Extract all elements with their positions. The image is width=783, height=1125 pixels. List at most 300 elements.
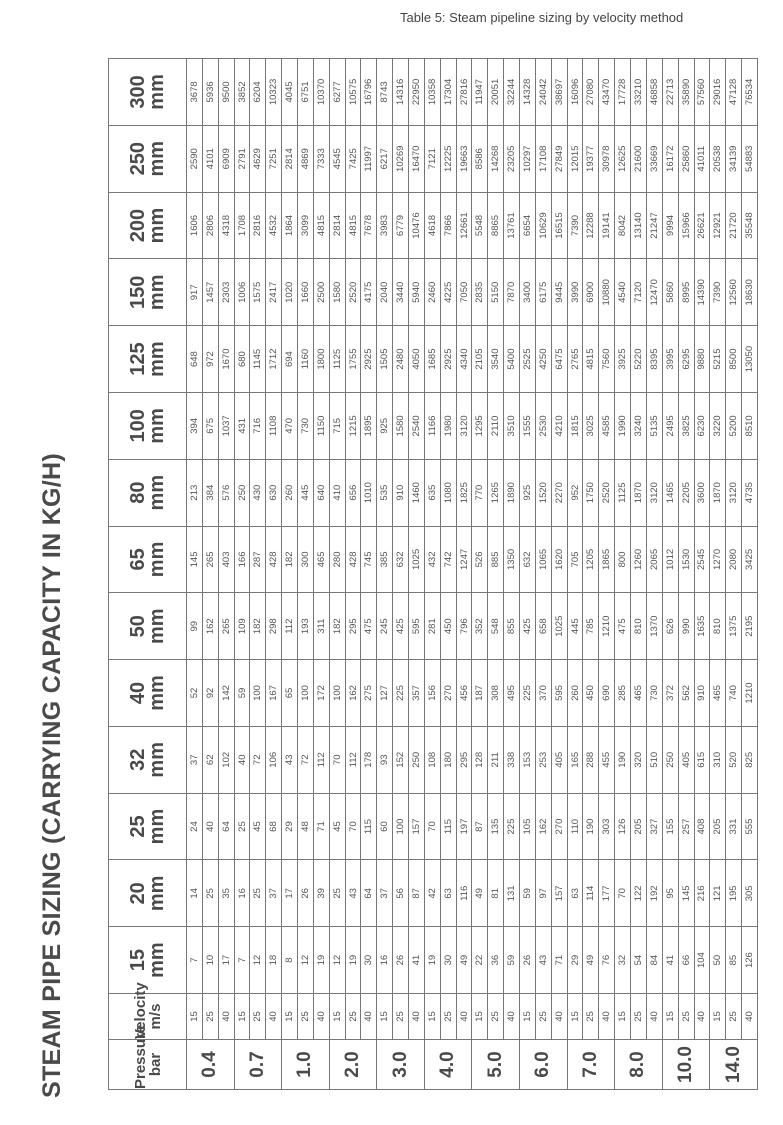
capacity-cell: 2791 — [234, 125, 250, 192]
table-row — [329, 59, 345, 1090]
table-row — [726, 59, 742, 1090]
capacity-cell: 2925 — [361, 326, 377, 393]
velocity-cell: 25 — [488, 994, 504, 1040]
capacity-cell: 49 — [472, 860, 488, 927]
capacity-cell: 595 — [409, 593, 425, 660]
capacity-cell: 59 — [520, 860, 536, 927]
capacity-cell: 385 — [377, 526, 393, 593]
capacity-cell: 195 — [726, 860, 742, 927]
capacity-cell: 990 — [678, 593, 694, 660]
velocity-cell: 40 — [599, 994, 615, 1040]
capacity-cell: 40 — [234, 726, 250, 793]
capacity-cell: 3678 — [187, 59, 203, 126]
table-row — [409, 59, 425, 1090]
capacity-cell: 1870 — [631, 459, 647, 526]
capacity-cell: 16172 — [662, 125, 678, 192]
header-size-unit: mm — [145, 207, 168, 244]
header-size-value: 250 — [126, 142, 149, 176]
capacity-cell: 910 — [694, 660, 710, 727]
header-size-unit: mm — [145, 474, 168, 511]
capacity-cell: 470 — [282, 392, 298, 459]
capacity-cell: 535 — [377, 459, 393, 526]
capacity-cell: 1125 — [615, 459, 631, 526]
table-row — [520, 59, 536, 1090]
capacity-cell: 3240 — [631, 392, 647, 459]
capacity-cell: 303 — [599, 793, 615, 860]
capacity-cell: 162 — [202, 593, 218, 660]
capacity-cell: 62 — [202, 726, 218, 793]
capacity-cell: 145 — [187, 526, 203, 593]
capacity-cell: 19663 — [456, 125, 472, 192]
header-size-125mm — [109, 326, 187, 393]
capacity-cell: 22713 — [662, 59, 678, 126]
capacity-cell: 260 — [567, 660, 583, 727]
capacity-cell: 102 — [218, 726, 234, 793]
capacity-cell: 3995 — [662, 326, 678, 393]
capacity-cell: 1864 — [282, 192, 298, 259]
capacity-cell: 116 — [456, 860, 472, 927]
velocity-cell: 15 — [567, 994, 583, 1040]
capacity-cell: 10 — [202, 927, 218, 994]
pressure-cell: 7.0 — [567, 1040, 615, 1090]
table-row — [646, 59, 662, 1090]
capacity-cell: 1037 — [218, 392, 234, 459]
velocity-cell: 25 — [250, 994, 266, 1040]
table-row — [187, 59, 203, 1090]
capacity-cell: 405 — [551, 726, 567, 793]
table-body — [187, 59, 758, 1090]
capacity-cell: 6475 — [551, 326, 567, 393]
capacity-cell: 166 — [234, 526, 250, 593]
velocity-cell: 40 — [313, 994, 329, 1040]
velocity-cell: 25 — [726, 994, 742, 1040]
capacity-cell: 37 — [377, 860, 393, 927]
capacity-cell: 16470 — [409, 125, 425, 192]
capacity-cell: 17 — [218, 927, 234, 994]
capacity-cell: 288 — [583, 726, 599, 793]
capacity-cell: 7121 — [424, 125, 440, 192]
table-row — [313, 59, 329, 1090]
capacity-cell: 8743 — [377, 59, 393, 126]
capacity-cell: 10323 — [266, 59, 282, 126]
capacity-cell: 12225 — [440, 125, 456, 192]
capacity-cell: 197 — [456, 793, 472, 860]
capacity-cell: 855 — [504, 593, 520, 660]
table-row — [456, 59, 472, 1090]
capacity-cell: 1460 — [409, 459, 425, 526]
header-pressure-label: Pressure — [131, 1024, 149, 1089]
capacity-cell: 810 — [710, 593, 726, 660]
table-row — [583, 59, 599, 1090]
capacity-cell: 1708 — [234, 192, 250, 259]
capacity-cell: 1020 — [282, 259, 298, 326]
capacity-cell: 13140 — [631, 192, 647, 259]
capacity-cell: 2925 — [440, 326, 456, 393]
capacity-cell: 95 — [662, 860, 678, 927]
pressure-cell: 2.0 — [329, 1040, 377, 1090]
capacity-cell: 63 — [440, 860, 456, 927]
capacity-cell: 39 — [313, 860, 329, 927]
capacity-cell: 43 — [282, 726, 298, 793]
header-size-unit: mm — [145, 875, 168, 912]
capacity-cell: 30 — [440, 927, 456, 994]
capacity-cell: 730 — [646, 660, 662, 727]
capacity-cell: 27849 — [551, 125, 567, 192]
capacity-cell: 405 — [678, 726, 694, 793]
capacity-cell: 1660 — [298, 259, 314, 326]
capacity-cell: 21247 — [646, 192, 662, 259]
capacity-cell: 10629 — [535, 192, 551, 259]
capacity-cell: 70 — [615, 860, 631, 927]
capacity-cell: 298 — [266, 593, 282, 660]
capacity-cell: 3120 — [726, 459, 742, 526]
velocity-cell: 40 — [409, 994, 425, 1040]
capacity-cell: 1520 — [535, 459, 551, 526]
capacity-cell: 1505 — [377, 326, 393, 393]
capacity-cell: 17108 — [535, 125, 551, 192]
capacity-cell: 6295 — [678, 326, 694, 393]
capacity-cell: 87 — [409, 860, 425, 927]
capacity-cell: 2816 — [250, 192, 266, 259]
capacity-cell: 2417 — [266, 259, 282, 326]
capacity-cell: 7425 — [345, 125, 361, 192]
capacity-cell: 6217 — [377, 125, 393, 192]
header-size-unit: mm — [145, 341, 168, 377]
capacity-cell: 1350 — [504, 526, 520, 593]
capacity-cell: 1166 — [424, 392, 440, 459]
velocity-cell: 25 — [535, 994, 551, 1040]
capacity-cell: 1895 — [361, 392, 377, 459]
capacity-cell: 331 — [726, 793, 742, 860]
capacity-cell: 1865 — [599, 526, 615, 593]
capacity-cell: 112 — [313, 726, 329, 793]
header-size-100mm — [109, 392, 187, 459]
capacity-cell: 1210 — [599, 593, 615, 660]
capacity-cell: 8395 — [646, 326, 662, 393]
capacity-cell: 9994 — [662, 192, 678, 259]
capacity-cell: 2814 — [282, 125, 298, 192]
capacity-cell: 4050 — [409, 326, 425, 393]
capacity-cell: 6654 — [520, 192, 536, 259]
capacity-cell: 34139 — [726, 125, 742, 192]
capacity-cell: 3425 — [742, 526, 758, 593]
capacity-cell: 705 — [567, 526, 583, 593]
capacity-cell: 2105 — [472, 326, 488, 393]
capacity-cell: 1580 — [329, 259, 345, 326]
capacity-cell: 142 — [218, 660, 234, 727]
capacity-cell: 19 — [424, 927, 440, 994]
capacity-cell: 1215 — [345, 392, 361, 459]
capacity-cell: 526 — [472, 526, 488, 593]
header-size-32mm — [109, 726, 187, 793]
capacity-cell: 4250 — [535, 326, 551, 393]
capacity-cell: 576 — [218, 459, 234, 526]
table-row — [361, 59, 377, 1090]
capacity-cell: 35 — [218, 860, 234, 927]
header-size-value: 40 — [126, 681, 149, 705]
header-size-value: 150 — [126, 275, 149, 309]
capacity-cell: 3120 — [456, 392, 472, 459]
capacity-cell: 26 — [393, 927, 409, 994]
capacity-cell: 270 — [551, 793, 567, 860]
capacity-cell: 1670 — [218, 326, 234, 393]
capacity-cell: 24 — [187, 793, 203, 860]
capacity-cell: 109 — [234, 593, 250, 660]
capacity-cell: 295 — [456, 726, 472, 793]
capacity-cell: 4545 — [329, 125, 345, 192]
pressure-cell: 10.0 — [662, 1040, 710, 1090]
velocity-cell: 25 — [202, 994, 218, 1040]
velocity-cell: 15 — [710, 994, 726, 1040]
capacity-cell: 19 — [313, 927, 329, 994]
table-row — [710, 59, 726, 1090]
capacity-cell: 6779 — [393, 192, 409, 259]
capacity-cell: 93 — [377, 726, 393, 793]
capacity-cell: 70 — [424, 793, 440, 860]
capacity-cell: 410 — [329, 459, 345, 526]
header-size-200mm — [109, 192, 187, 259]
capacity-cell: 162 — [345, 660, 361, 727]
capacity-cell: 300 — [298, 526, 314, 593]
pressure-cell: 1.0 — [282, 1040, 330, 1090]
capacity-cell: 30978 — [599, 125, 615, 192]
capacity-cell: 72 — [298, 726, 314, 793]
capacity-cell: 1620 — [551, 526, 567, 593]
capacity-cell: 29 — [567, 927, 583, 994]
capacity-cell: 4532 — [266, 192, 282, 259]
capacity-cell: 162 — [535, 793, 551, 860]
capacity-cell: 1606 — [187, 192, 203, 259]
capacity-cell: 135 — [488, 793, 504, 860]
capacity-cell: 121 — [710, 860, 726, 927]
capacity-cell: 70 — [329, 726, 345, 793]
table-row — [567, 59, 583, 1090]
header-size-value: 80 — [126, 481, 149, 504]
capacity-cell: 1012 — [662, 526, 678, 593]
capacity-cell: 45 — [250, 793, 266, 860]
capacity-cell: 785 — [583, 593, 599, 660]
capacity-cell: 115 — [440, 793, 456, 860]
capacity-cell: 972 — [202, 326, 218, 393]
pressure-cell: 0.7 — [234, 1040, 282, 1090]
capacity-cell: 3925 — [615, 326, 631, 393]
header-size-20mm — [109, 860, 187, 927]
capacity-cell: 1685 — [424, 326, 440, 393]
table-row — [615, 59, 631, 1090]
capacity-cell: 126 — [615, 793, 631, 860]
capacity-cell: 43 — [345, 860, 361, 927]
steam-pipe-table-container — [108, 58, 758, 1090]
capacity-cell: 7390 — [567, 192, 583, 259]
capacity-cell: 1025 — [409, 526, 425, 593]
velocity-cell: 25 — [678, 994, 694, 1040]
capacity-cell: 680 — [234, 326, 250, 393]
header-size-80mm — [109, 459, 187, 526]
capacity-cell: 4629 — [250, 125, 266, 192]
capacity-cell: 7560 — [599, 326, 615, 393]
table-row — [662, 59, 678, 1090]
capacity-cell: 47128 — [726, 59, 742, 126]
capacity-cell: 3852 — [234, 59, 250, 126]
header-size-65mm — [109, 526, 187, 593]
capacity-cell: 742 — [440, 526, 456, 593]
velocity-cell: 25 — [393, 994, 409, 1040]
velocity-cell: 40 — [218, 994, 234, 1040]
capacity-cell: 2480 — [393, 326, 409, 393]
capacity-cell: 37 — [187, 726, 203, 793]
capacity-cell: 1080 — [440, 459, 456, 526]
capacity-cell: 1247 — [456, 526, 472, 593]
capacity-cell: 7678 — [361, 192, 377, 259]
capacity-cell: 3400 — [520, 259, 536, 326]
capacity-cell: 7390 — [710, 259, 726, 326]
table-row — [678, 59, 694, 1090]
header-size-value: 300 — [126, 75, 149, 109]
capacity-cell: 1270 — [710, 526, 726, 593]
capacity-cell: 408 — [694, 793, 710, 860]
capacity-cell: 26 — [520, 927, 536, 994]
capacity-cell: 10880 — [599, 259, 615, 326]
capacity-cell: 257 — [678, 793, 694, 860]
capacity-cell: 68 — [266, 793, 282, 860]
capacity-cell: 2495 — [662, 392, 678, 459]
capacity-cell: 84 — [646, 927, 662, 994]
capacity-cell: 287 — [250, 526, 266, 593]
capacity-cell: 178 — [361, 726, 377, 793]
capacity-cell: 4815 — [345, 192, 361, 259]
table-row — [345, 59, 361, 1090]
capacity-cell: 1555 — [520, 392, 536, 459]
header-size-250mm — [109, 125, 187, 192]
capacity-cell: 2065 — [646, 526, 662, 593]
capacity-cell: 14390 — [694, 259, 710, 326]
capacity-cell: 41 — [409, 927, 425, 994]
capacity-cell: 112 — [282, 593, 298, 660]
capacity-cell: 745 — [361, 526, 377, 593]
capacity-cell: 1265 — [488, 459, 504, 526]
capacity-cell: 71 — [313, 793, 329, 860]
capacity-cell: 658 — [535, 593, 551, 660]
capacity-cell: 2110 — [488, 392, 504, 459]
capacity-cell: 495 — [504, 660, 520, 727]
capacity-cell: 19 — [345, 927, 361, 994]
velocity-cell: 40 — [694, 994, 710, 1040]
capacity-cell: 110 — [567, 793, 583, 860]
capacity-cell: 66 — [678, 927, 694, 994]
capacity-cell: 59 — [504, 927, 520, 994]
capacity-cell: 5940 — [409, 259, 425, 326]
capacity-cell: 12 — [298, 927, 314, 994]
capacity-cell: 156 — [424, 660, 440, 727]
capacity-cell: 108 — [424, 726, 440, 793]
table-row — [504, 59, 520, 1090]
capacity-cell: 430 — [250, 459, 266, 526]
capacity-cell: 2806 — [202, 192, 218, 259]
capacity-cell: 2590 — [187, 125, 203, 192]
capacity-cell: 1990 — [615, 392, 631, 459]
capacity-cell: 9880 — [694, 326, 710, 393]
capacity-cell: 190 — [615, 726, 631, 793]
capacity-cell: 16096 — [567, 59, 583, 126]
header-size-unit: mm — [145, 74, 168, 110]
capacity-cell: 3983 — [377, 192, 393, 259]
capacity-cell: 27080 — [583, 59, 599, 126]
capacity-cell: 2814 — [329, 192, 345, 259]
capacity-cell: 281 — [424, 593, 440, 660]
header-velocity — [109, 982, 187, 1040]
capacity-cell: 20051 — [488, 59, 504, 126]
pressure-cell: 14.0 — [710, 1040, 758, 1090]
capacity-cell: 177 — [599, 860, 615, 927]
velocity-cell: 40 — [742, 994, 758, 1040]
table-row — [488, 59, 504, 1090]
capacity-cell: 16 — [377, 927, 393, 994]
capacity-cell: 1457 — [202, 259, 218, 326]
capacity-cell: 4735 — [742, 459, 758, 526]
capacity-cell: 49 — [583, 927, 599, 994]
capacity-cell: 632 — [393, 526, 409, 593]
capacity-cell: 5400 — [504, 326, 520, 393]
capacity-cell: 105 — [520, 793, 536, 860]
capacity-cell: 250 — [662, 726, 678, 793]
capacity-cell: 630 — [266, 459, 282, 526]
capacity-cell: 245 — [377, 593, 393, 660]
capacity-cell: 925 — [520, 459, 536, 526]
capacity-cell: 716 — [250, 392, 266, 459]
capacity-cell: 10358 — [424, 59, 440, 126]
velocity-cell: 25 — [631, 994, 647, 1040]
header-size-unit: mm — [145, 808, 168, 845]
capacity-cell: 295 — [345, 593, 361, 660]
capacity-cell: 92 — [202, 660, 218, 727]
capacity-cell: 25 — [250, 860, 266, 927]
pressure-cell: 8.0 — [615, 1040, 663, 1090]
capacity-cell: 18 — [266, 927, 282, 994]
capacity-cell: 21600 — [631, 125, 647, 192]
capacity-cell: 205 — [631, 793, 647, 860]
capacity-cell: 265 — [218, 593, 234, 660]
capacity-cell: 15966 — [678, 192, 694, 259]
capacity-cell: 465 — [313, 526, 329, 593]
capacity-cell: 56 — [393, 860, 409, 927]
capacity-cell: 26621 — [694, 192, 710, 259]
capacity-cell: 2040 — [377, 259, 393, 326]
capacity-cell: 270 — [440, 660, 456, 727]
capacity-cell: 213 — [187, 459, 203, 526]
capacity-cell: 23205 — [504, 125, 520, 192]
page-title: STEAM PIPE SIZING (CARRYING CAPACITY IN KG/H) — [38, 452, 66, 1098]
capacity-cell: 2530 — [535, 392, 551, 459]
capacity-cell: 2460 — [424, 259, 440, 326]
capacity-cell: 2545 — [694, 526, 710, 593]
table-row — [631, 59, 647, 1090]
capacity-cell: 42 — [424, 860, 440, 927]
capacity-cell: 352 — [472, 593, 488, 660]
capacity-cell: 4815 — [583, 326, 599, 393]
header-size-unit: mm — [145, 408, 168, 444]
capacity-cell: 370 — [535, 660, 551, 727]
capacity-cell: 7 — [187, 927, 203, 994]
capacity-cell: 43470 — [599, 59, 615, 126]
capacity-cell: 320 — [631, 726, 647, 793]
velocity-cell: 15 — [472, 994, 488, 1040]
header-size-value: 200 — [126, 208, 149, 243]
capacity-cell: 8586 — [472, 125, 488, 192]
capacity-cell: 12625 — [615, 125, 631, 192]
capacity-cell: 6204 — [250, 59, 266, 126]
capacity-cell: 152 — [393, 726, 409, 793]
header-size-value: 100 — [126, 409, 149, 443]
